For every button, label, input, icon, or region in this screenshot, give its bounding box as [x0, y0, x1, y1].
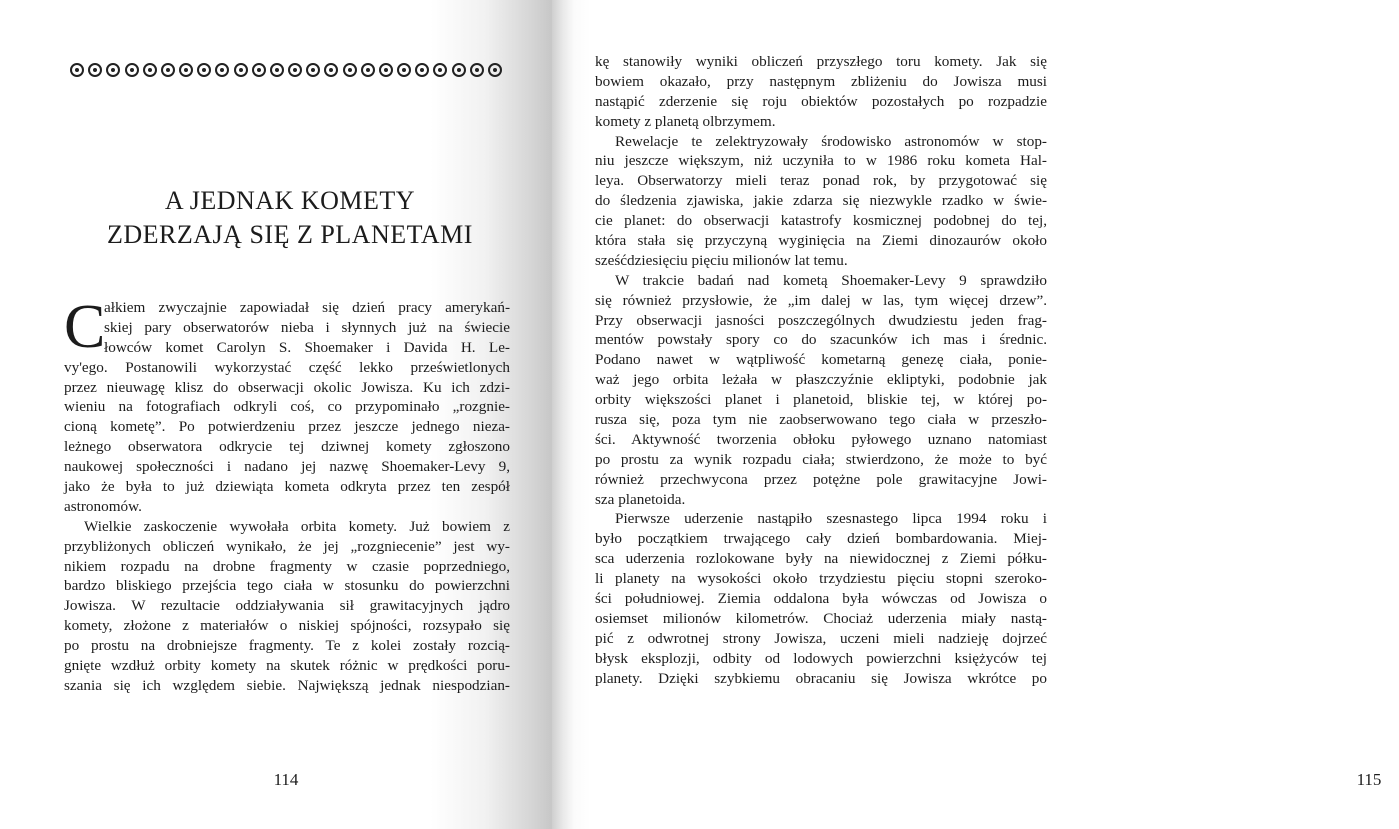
text-line: vy'ego. Postanowili wykorzystać część lekko prześwietlonych [64, 358, 510, 376]
ornament-circle [125, 63, 139, 77]
text-line: łowców komet Carolyn S. Shoemaker i Davida H. Le- [104, 338, 510, 356]
text-line: komety z planetą olbrzymem. [595, 112, 776, 130]
text-line: rusza się, poza tym nie zaobserwowano tego ciała w przeszło- [595, 411, 1047, 429]
text-line: leżnego obserwatora odkrycie tej dziwnej komety zgłoszono [64, 438, 510, 456]
text-line: waż jego orbita leżała w płaszczyźnie ekliptyki, podobnie jak [595, 371, 1047, 389]
text-line: leya. Obserwatorzy mieli teraz ponad rok, by przygotować się [595, 172, 1047, 190]
text-line: cioną kometę”. Po potwierdzeniu przez jeszcze jednego nieza- [64, 418, 510, 436]
text-line: gnięte wzdłuż orbity komety na skutek różnic w prędkości poru- [64, 657, 510, 675]
ornament-circle [106, 63, 120, 77]
ornament-circle [252, 63, 266, 77]
text-line: wieniu na fotografiach odkryli coś, co przypominało „rozgnie- [64, 398, 510, 416]
ornament-circle [234, 63, 248, 77]
ornament-circle [270, 63, 284, 77]
ornament-circle [343, 63, 357, 77]
text-line: bowiem okazało, przy następnym zbliżeniu do Jowisza musi [595, 72, 1047, 90]
text-line: cie planet: do obserwacji katastrofy kosmicznej podobnej do tej, [595, 212, 1047, 230]
ornament-circle [197, 63, 211, 77]
ornament-circle [415, 63, 429, 77]
chapter-title [80, 184, 500, 252]
drop-cap-letter: C [64, 293, 106, 361]
text-line: nastąpić zderzenie się roju obiektów pozostałych po rozpadzie [595, 92, 1047, 110]
ornament-circle [488, 63, 502, 77]
text-line: po prostu na drobniejsze fragmenty. Te z kolei zostały rozcią- [64, 637, 510, 655]
text-line: się również przysłowie, że „im dalej w las, tym więcej drzew”. [595, 291, 1047, 309]
ornament-circle [179, 63, 193, 77]
text-line: sześćdziesięciu pięciu milionów lat temu. [595, 251, 848, 269]
ornament-circle [433, 63, 447, 77]
text-line: po prostu za wynik rozpadu ciała; stwierdzono, że może to być [595, 450, 1047, 468]
ornament-circle [361, 63, 375, 77]
ornament-circle [324, 63, 338, 77]
text-line: skiej pary obserwatorów nieba i słynnych już na świecie [104, 318, 510, 336]
text-line: również przechwycona przez potężne pole grawitacyjne Jowi- [595, 470, 1047, 488]
ornament-circle [288, 63, 302, 77]
text-line: kę stanowiły wyniki obliczeń przyszłego toru komety. Jak się [595, 53, 1047, 70]
ornament-circle [397, 63, 411, 77]
text-line: pić z odwrotnej strony Jowisza, uczeni mieli nadzieję dojrzeć [595, 629, 1047, 647]
text-line: ści południowej. Ziemia oddalona była wówczas od Jowisza o [595, 590, 1047, 608]
text-line: Wielkie zaskoczenie wywołała orbita komety. Już bowiem z [84, 517, 510, 535]
text-line: niu jeszcze większym, niż uczyniła to w 1986 roku kometa Hal- [595, 152, 1047, 170]
text-line: astronomów. [64, 497, 142, 515]
ornament-circle [161, 63, 175, 77]
text-line: do śledzenia zjawiska, jakie zdarza się niezwykle rzadko w świe- [595, 192, 1047, 210]
ornament-circle [215, 63, 229, 77]
left-page [0, 0, 552, 829]
text-line: ści. Aktywność tworzenia obłoku pyłowego uznano natomiast [595, 430, 1047, 448]
text-line: która stała się przyczyną wyginięcia na Ziemi dinozaurów około [595, 232, 1047, 250]
left-body-text [64, 293, 510, 696]
text-line: nikiem rozpadu na drobne fragmenty w czasie poprzedniego, [64, 557, 510, 575]
ornament-circle [306, 63, 320, 77]
text-line: było początkiem trwającego cały dzień bombardowania. Miej- [595, 530, 1047, 548]
text-line: Pierwsze uderzenie nastąpiło szesnastego lipca 1994 roku i [615, 510, 1047, 528]
drop-cap-paragraph-start [64, 293, 510, 361]
ornament-circle [143, 63, 157, 77]
text-line: błysk eksplozji, odbity od lodowych powierzchni księżyców tej [595, 649, 1047, 667]
text-line: W trakcie badań nad kometą Shoemaker-Levy 9 sprawdziło [615, 271, 1047, 289]
text-line: li planety na wysokości około trzydziestu pięciu stopni szeroko- [595, 570, 1047, 588]
text-line: osiemset milionów kilometrów. Chociaż uderzenia miały nastą- [595, 609, 1047, 627]
text-line: sca uderzenia rozlokowane były na niewidocznej z Ziemi półku- [595, 550, 1047, 568]
text-line: planety. Dzięki szybkiemu obracaniu się Jowisza wkrótce po [595, 669, 1047, 687]
text-line: przybliżonych obliczeń wynikało, że jej „rozgniecenie” jest wy- [64, 537, 510, 555]
ornament-circle [452, 63, 466, 77]
text-line: naukowej społeczności i nadano jej nazwę Shoemaker-Levy 9, [64, 458, 510, 476]
text-line: sza planetoida. [595, 490, 686, 508]
text-line: Podano nawet w wątpliwość kometarną genezę ciała, ponie- [595, 351, 1047, 369]
page-number-left: 114 [273, 770, 299, 789]
text-line: mentów powstały spory co do szacunków ich mas i średnic. [595, 331, 1047, 349]
text-line: Przy obserwacji jasności poszczególnych dwudziestu jeden frag- [595, 311, 1047, 329]
right-body-text [595, 52, 1047, 689]
text-line: jako że była to już dziewiąta kometa odkryta przez ten zespół [64, 478, 510, 496]
chapter-title-line-2: ZDERZAJĄ SIĘ Z PLANETAMI [107, 220, 473, 249]
ornament-circle [88, 63, 102, 77]
text-line: Rewelacje te zelektryzowały środowisko astronomów w stop- [615, 132, 1047, 150]
page-number-right: 115 [1356, 770, 1382, 789]
chapter-title-line-1: A JEDNAK KOMETY [164, 186, 416, 215]
text-line: przez nieuwagę klisz do obserwacji okolic Jowisza. Ku ich zdzi- [64, 378, 510, 396]
text-line: bardzo bliskiego przejścia tego ciała w stosunku do powierzchni [64, 577, 510, 595]
ornament-circle [379, 63, 393, 77]
text-line: Jowisza. W rezultacie oddziaływania sił grawitacyjnych jądro [64, 597, 510, 615]
ornament-circle [70, 63, 84, 77]
text-line: szania się ich względem siebie. Największą jednak niespodzian- [64, 676, 510, 694]
text-line: ałkiem zwyczajnie zapowiadał się dzień pracy amerykań- [104, 299, 510, 316]
text-line: orbity większości planet i planetoid, bliskie tej, w której po- [595, 391, 1047, 409]
ornament-circle [470, 63, 484, 77]
text-line: komety, złożone z materiałów o niskiej spójności, rozsypało się [64, 617, 510, 635]
ornament-border [70, 59, 502, 81]
